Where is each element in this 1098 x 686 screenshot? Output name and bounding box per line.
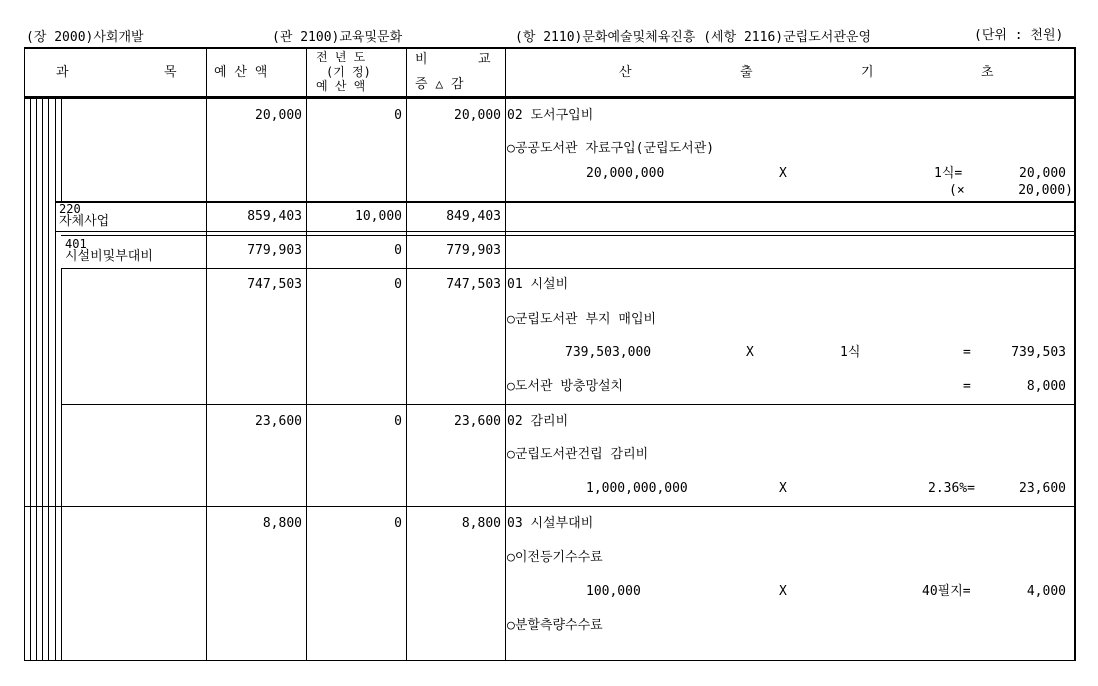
col-budget: 예 산 액 <box>214 65 268 80</box>
calc-value: 23,600 <box>1019 481 1066 496</box>
col-calc-4: 초 <box>981 65 994 80</box>
prev-cell: 0 <box>394 277 402 292</box>
calc-title: 01 시설비 <box>507 277 569 292</box>
diff-cell: 747,503 <box>446 277 501 292</box>
calc-multiply: X <box>779 481 787 496</box>
calc-value: 4,000 <box>1026 584 1066 599</box>
calc-amount: 20,000,000 <box>586 166 665 181</box>
calc-multiply: X <box>779 166 787 181</box>
col-diff-top-right: 교 <box>478 52 491 67</box>
prev-cell: 0 <box>394 516 402 531</box>
calc-qty: 1식= <box>934 166 963 181</box>
calc-equals: = <box>963 379 971 394</box>
col-calc-1: 산 <box>619 65 632 80</box>
row-code: 220 <box>59 202 81 216</box>
calc-title: 02 감리비 <box>507 414 569 429</box>
budget-cell: 8,800 <box>262 516 302 531</box>
col-calc-3: 기 <box>861 65 874 80</box>
calc-equals: = <box>963 345 971 360</box>
calc-multiply: X <box>779 584 787 599</box>
section-label: (관 2100)교육및문화 <box>272 30 403 45</box>
unit-label: (단위 : 천원) <box>974 28 1064 43</box>
diff-cell: 20,000 <box>454 108 501 123</box>
calc-sub-left: (× <box>949 183 965 198</box>
diff-cell: 849,403 <box>446 209 501 224</box>
calc-title: 03 시설부대비 <box>507 516 594 531</box>
col-gwamok-left: 과 <box>56 65 69 80</box>
col-diff-top-left: 비 <box>415 52 428 67</box>
calc-item: ○이전등기수수료 <box>507 550 603 565</box>
calc-multiply: X <box>746 345 754 360</box>
calc-amount: 1,000,000,000 <box>586 481 688 496</box>
prev-cell: 0 <box>394 243 402 258</box>
calc-qty: 40필지= <box>922 584 971 599</box>
budget-cell: 859,403 <box>247 209 302 224</box>
calc-item: ○군립도서관건립 감리비 <box>507 447 649 462</box>
diff-cell: 8,800 <box>461 516 501 531</box>
calc-item: ○도서관 방충망설치 <box>507 379 624 394</box>
row-name: 시설비및부대비 <box>65 249 153 264</box>
calc-value: 8,000 <box>1026 379 1066 394</box>
calc-item: ○공공도서관 자료구입(군립도서관) <box>507 141 715 156</box>
col-prev-top: 전 년 도 <box>316 50 366 64</box>
calc-qty: 2.36%= <box>928 481 975 496</box>
prev-cell: 0 <box>394 108 402 123</box>
chapter-label: (장 2000)사회개발 <box>26 30 144 45</box>
col-prev-bot: 예 산 액 <box>316 79 366 93</box>
prev-cell: 0 <box>394 414 402 429</box>
calc-item: ○분할측량수수료 <box>507 618 603 633</box>
calc-amount: 100,000 <box>586 584 641 599</box>
diff-cell: 23,600 <box>454 414 501 429</box>
diff-cell: 779,903 <box>446 243 501 258</box>
calc-item: ○군립도서관 부지 매입비 <box>507 312 657 327</box>
col-gwamok-right: 목 <box>164 65 177 80</box>
calc-value: 739,503 <box>1011 345 1066 360</box>
row-name: 자체사업 <box>59 214 110 229</box>
calc-amount: 739,503,000 <box>565 345 652 360</box>
budget-cell: 23,600 <box>255 414 302 429</box>
prev-cell: 10,000 <box>355 209 402 224</box>
col-diff-bot: 증 △ 감 <box>415 77 464 92</box>
calc-sub-right: 20,000) <box>1018 183 1073 198</box>
calc-title: 02 도서구입비 <box>507 108 594 123</box>
calc-value: 20,000 <box>1019 166 1066 181</box>
budget-cell: 779,903 <box>247 243 302 258</box>
budget-cell: 747,503 <box>247 277 302 292</box>
budget-cell: 20,000 <box>255 108 302 123</box>
row-code: 401 <box>65 237 87 251</box>
calc-qty: 1식 <box>840 345 861 360</box>
col-prev-mid: (기 정) <box>326 65 371 79</box>
item-label: (항 2110)문화예술및체육진흥 (세항 2116)군립도서관운영 <box>515 30 872 45</box>
col-calc-2: 출 <box>740 65 753 80</box>
